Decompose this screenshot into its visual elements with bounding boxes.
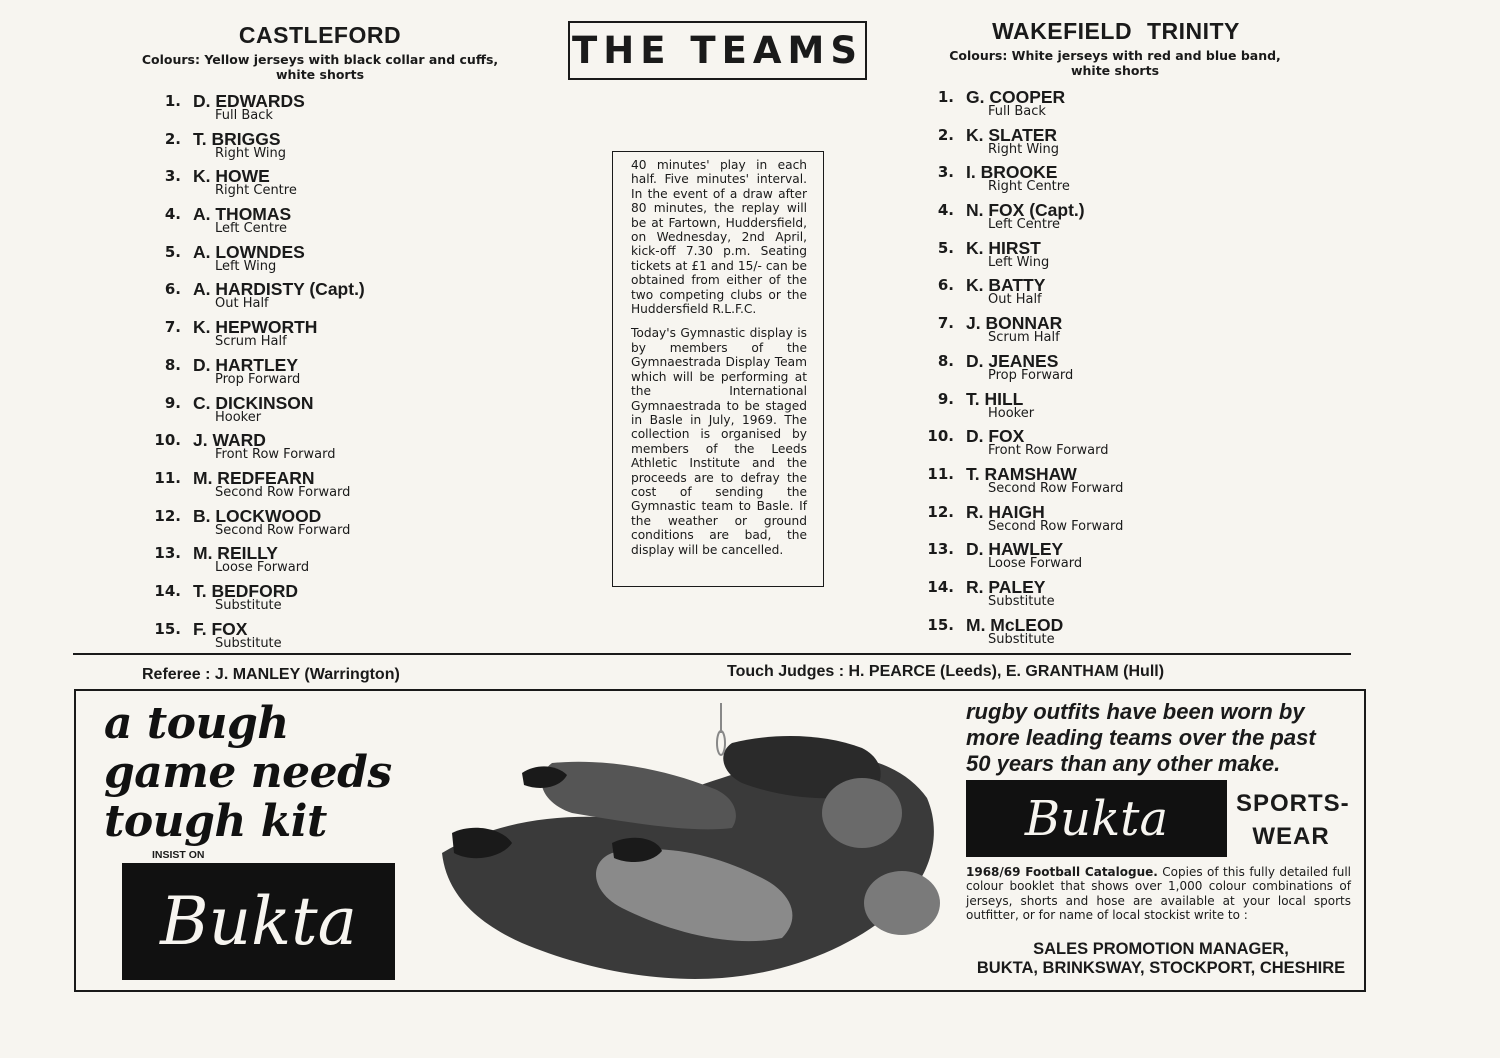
player-row xyxy=(145,243,475,281)
player-row xyxy=(145,582,475,620)
address-line1: SALES PROMOTION MANAGER, xyxy=(1033,940,1289,958)
player-name: B. LOCKWOOD xyxy=(193,505,322,526)
player-name: K. HOWE xyxy=(193,166,270,187)
player-number: 3. xyxy=(164,167,181,186)
player-position: Substitute xyxy=(988,631,1055,647)
wakefield-colours xyxy=(925,48,1305,78)
player-position: Second Row Forward xyxy=(215,522,351,538)
player-name: D. HAWLEY xyxy=(966,539,1064,560)
player-name: N. FOX (Capt.) xyxy=(966,200,1085,221)
player-number: 6. xyxy=(937,276,954,295)
player-name: T. BEDFORD xyxy=(193,580,298,601)
player-number: 13. xyxy=(154,544,181,563)
player-number: 2. xyxy=(164,129,181,148)
player-number: 5. xyxy=(164,242,181,261)
player-number: 12. xyxy=(927,502,954,521)
player-name: T. HILL xyxy=(966,388,1024,409)
player-row xyxy=(145,507,475,545)
tagline-line2: more leading teams over the past xyxy=(966,725,1316,750)
player-name: G. COOPER xyxy=(966,87,1066,107)
player-name: D. JEANES xyxy=(966,350,1059,371)
player-position: Second Row Forward xyxy=(988,518,1124,534)
player-row xyxy=(145,469,475,507)
player-position: Front Row Forward xyxy=(988,443,1109,459)
player-row xyxy=(918,352,1248,390)
player-number: 10. xyxy=(927,427,954,446)
player-position: Front Row Forward xyxy=(215,447,336,463)
player-name: K. SLATER xyxy=(966,124,1058,145)
page-title: THE TEAMS xyxy=(572,29,863,72)
player-name: K. HIRST xyxy=(966,237,1041,258)
player-row xyxy=(918,201,1248,239)
player-number: 13. xyxy=(927,540,954,559)
touch-judges: Touch Judges : H. PEARCE (Leeds), E. GRANTHAM (Hull) xyxy=(727,663,1165,680)
player-name: K. HEPWORTH xyxy=(193,317,318,338)
player-number: 3. xyxy=(937,163,954,182)
sportswear-line2: WEAR xyxy=(1252,823,1330,850)
page-title-box xyxy=(568,21,867,80)
player-number: 1. xyxy=(164,92,181,110)
player-number: 1. xyxy=(937,88,954,106)
address-line2: BUKTA, BRINKSWAY, STOCKPORT, CHESHIRE xyxy=(976,959,1346,977)
player-row xyxy=(918,126,1248,164)
player-number: 15. xyxy=(927,615,954,634)
player-name: R. PALEY xyxy=(966,576,1046,597)
player-name: R. HAIGH xyxy=(966,501,1045,522)
player-row xyxy=(918,314,1248,352)
player-position: Substitute xyxy=(215,597,282,613)
castleford-roster xyxy=(145,92,475,657)
player-row xyxy=(918,88,1248,126)
player-name: I. BROOKE xyxy=(966,162,1058,183)
player-number: 4. xyxy=(164,205,181,224)
wakefield-colours-line2: white shorts xyxy=(1070,63,1160,78)
player-row xyxy=(918,390,1248,428)
player-number: 7. xyxy=(937,314,954,333)
advert-slogan xyxy=(104,699,392,846)
player-number: 11. xyxy=(927,464,954,483)
notice-paragraph-replay: 40 minutes' play in each half. Five minutes' interval. In the event of a draw after 80 minutes, the replay will be at Fartown, Huddersfield, on Wednesday, 2nd April, kick-off 7.30 p.m. Seating tickets at £1 and 15/- can be obtained from either of the two competing clubs or the Huddersfield R.L.F.C. xyxy=(631,158,807,317)
player-name: T. RAMSHAW xyxy=(966,463,1077,484)
player-position: Hooker xyxy=(215,409,262,425)
player-position: Loose Forward xyxy=(215,560,310,576)
player-name: D. EDWARDS xyxy=(193,91,305,111)
advert-tagline xyxy=(966,699,1361,777)
wakefield-title: WAKEFIELD TRINITY xyxy=(992,18,1240,44)
player-name: A. LOWNDES xyxy=(193,241,305,262)
player-number: 9. xyxy=(164,393,181,412)
player-row xyxy=(145,431,475,469)
player-name: K. BATTY xyxy=(966,275,1046,296)
slogan-line3: tough kit xyxy=(104,796,327,847)
player-name: C. DICKINSON xyxy=(193,392,314,413)
catalogue-text xyxy=(966,865,1351,923)
castleford-colours-line1: Colours: Yellow jerseys with black collar and cuffs, xyxy=(141,52,499,67)
player-number: 9. xyxy=(937,389,954,408)
player-number: 4. xyxy=(937,201,954,220)
player-position: Second Row Forward xyxy=(988,480,1124,496)
player-row xyxy=(918,503,1248,541)
insist-on-label: INSIST ON xyxy=(152,849,205,861)
player-position: Left Wing xyxy=(988,254,1050,270)
player-name: M. McLEOD xyxy=(966,614,1064,635)
player-name: J. WARD xyxy=(193,430,266,451)
player-row xyxy=(918,276,1248,314)
sportswear-line1: SPORTS- xyxy=(1236,790,1350,817)
player-number: 14. xyxy=(154,581,181,600)
player-row xyxy=(145,280,475,318)
player-number: 5. xyxy=(937,238,954,257)
player-row xyxy=(145,318,475,356)
player-position: Prop Forward xyxy=(988,367,1074,383)
bukta-logo-text-right: Bukta xyxy=(1024,790,1169,847)
slogan-line1: a tough xyxy=(104,698,289,749)
catalogue-title: 1968/69 Football Catalogue. xyxy=(966,865,1158,879)
player-row xyxy=(145,130,475,168)
player-row xyxy=(918,540,1248,578)
player-row xyxy=(918,239,1248,277)
player-number: 8. xyxy=(164,355,181,374)
player-position: Right Centre xyxy=(215,183,297,199)
castleford-title: CASTLEFORD xyxy=(238,22,402,48)
advert-address xyxy=(956,940,1366,978)
castleford-colours-line2: white shorts xyxy=(275,67,365,82)
player-row xyxy=(145,544,475,582)
player-name: A. THOMAS xyxy=(193,204,292,225)
player-position: Hooker xyxy=(988,405,1035,421)
player-position: Prop Forward xyxy=(215,371,301,387)
player-row xyxy=(918,578,1248,616)
player-row xyxy=(145,620,475,658)
player-name: M. REILLY xyxy=(193,543,278,564)
player-row xyxy=(145,167,475,205)
tagline-line1: rugby outfits have been worn by xyxy=(966,699,1305,724)
referee: Referee : J. MANLEY (Warrington) xyxy=(142,666,400,683)
bukta-logo-left xyxy=(122,863,395,980)
player-name: D. FOX xyxy=(966,426,1025,447)
sportswear-label xyxy=(1236,787,1350,853)
player-position: Right Centre xyxy=(988,179,1070,195)
player-position: Out Half xyxy=(215,296,269,312)
player-position: Full Back xyxy=(215,108,273,123)
player-position: Out Half xyxy=(988,292,1042,308)
player-name: F. FOX xyxy=(193,618,248,639)
player-number: 10. xyxy=(154,431,181,450)
wakefield-roster xyxy=(918,88,1248,653)
player-name: A. HARDISTY (Capt.) xyxy=(193,279,365,300)
player-position: Substitute xyxy=(215,635,282,651)
player-name: T. BRIGGS xyxy=(193,128,281,149)
bukta-logo-right xyxy=(966,780,1227,857)
wakefield-colours-line1: Colours: White jerseys with red and blue band, xyxy=(949,48,1281,63)
player-number: 14. xyxy=(927,577,954,596)
player-position: Scrum Half xyxy=(215,334,287,350)
slogan-line2: game needs xyxy=(104,747,392,798)
player-position: Right Wing xyxy=(215,145,287,161)
player-number: 6. xyxy=(164,280,181,299)
player-row xyxy=(145,356,475,394)
player-row xyxy=(918,616,1248,654)
player-number: 11. xyxy=(154,468,181,487)
player-number: 12. xyxy=(154,506,181,525)
player-position: Right Wing xyxy=(988,141,1060,157)
player-row xyxy=(918,427,1248,465)
player-number: 7. xyxy=(164,318,181,337)
player-position: Second Row Forward xyxy=(215,484,351,500)
player-name: J. BONNAR xyxy=(966,313,1063,334)
player-position: Substitute xyxy=(988,593,1055,609)
notice-paragraph-gymnastics: Today's Gymnastic display is by members of the Gymnaestrada Display Team which will be performing at the International Gymnaestrada to be staged in Basle in July, 1969. The collection is organised by members of the Leeds Athletic Institute and the proceeds are to defray the cost of sending the Gymnastic team to Basle. If the weather or ground conditions are bad, the display will be cancelled. xyxy=(631,326,807,557)
player-row xyxy=(145,205,475,243)
player-position: Left Wing xyxy=(215,258,277,274)
match-notice xyxy=(612,151,824,587)
player-position: Left Centre xyxy=(215,221,288,237)
player-row xyxy=(918,465,1248,503)
bukta-advert xyxy=(74,689,1366,992)
player-position: Full Back xyxy=(988,104,1046,119)
section-divider xyxy=(73,653,1351,655)
player-name: M. REDFEARN xyxy=(193,467,315,488)
player-number: 8. xyxy=(937,351,954,370)
bukta-logo-text-left: Bukta xyxy=(160,883,357,960)
player-row xyxy=(145,394,475,432)
player-name: D. HARTLEY xyxy=(193,354,298,375)
player-row xyxy=(918,163,1248,201)
player-position: Left Centre xyxy=(988,217,1061,233)
player-row xyxy=(145,92,475,130)
player-number: 2. xyxy=(937,125,954,144)
player-position: Loose Forward xyxy=(988,556,1083,572)
player-number: 15. xyxy=(154,619,181,638)
rugby-tackle-photo xyxy=(432,703,952,985)
castleford-colours xyxy=(130,52,510,82)
player-position: Scrum Half xyxy=(988,330,1060,346)
catalogue-body: Copies of this fully detailed full colour booklet that shows over 1,000 colour combinations of jerseys, shorts and hose are available at your local sports outfitter, or for name of local stockist write to : xyxy=(966,865,1351,923)
tagline-line3: 50 years than any other make. xyxy=(966,751,1281,776)
